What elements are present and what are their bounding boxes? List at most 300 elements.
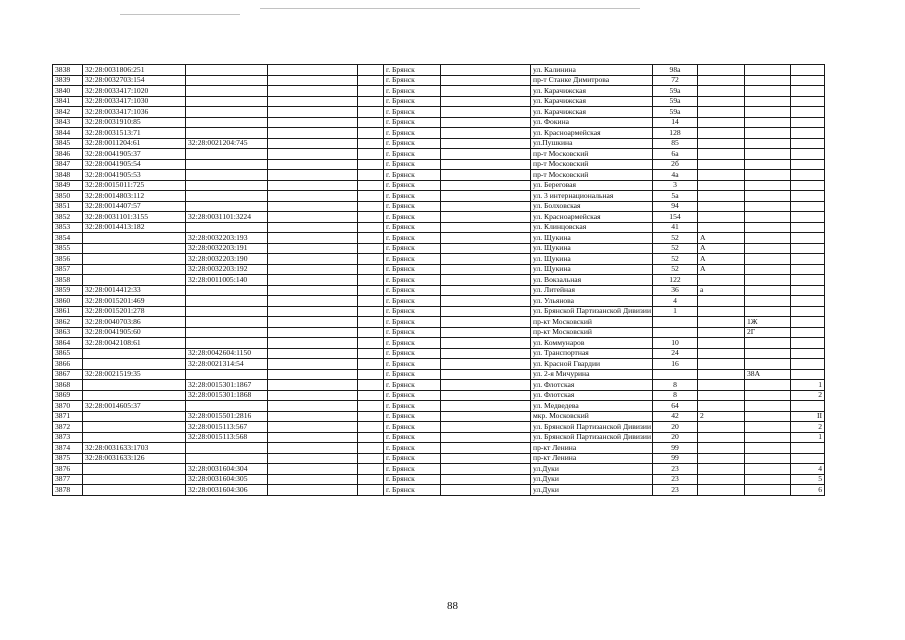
cell-empty [441, 117, 531, 128]
cell-cadastral-number-1: 32:28:0031633:126 [83, 453, 186, 464]
cell-house-number: 1 [653, 306, 698, 317]
cell-cadastral-number-1 [83, 422, 186, 433]
cell-building [745, 212, 791, 223]
cell-cadastral-number-2: 32:28:0011005:140 [186, 275, 268, 286]
cell-building [745, 86, 791, 97]
table-row [53, 317, 825, 328]
cell-apartment [791, 65, 825, 76]
table-row [53, 285, 825, 296]
cell-empty [358, 243, 384, 254]
cell-building [745, 464, 791, 475]
cell-apartment [791, 86, 825, 97]
cell-house-number: 64 [653, 401, 698, 412]
table-row [53, 149, 825, 160]
cell-apartment: 4 [791, 464, 825, 475]
cell-house-number: 24 [653, 348, 698, 359]
cell-cadastral-number-1 [83, 464, 186, 475]
cell-cadastral-number-2 [186, 128, 268, 139]
cell-city: г. Брянск [384, 317, 441, 328]
cell-city: г. Брянск [384, 275, 441, 286]
cell-empty [358, 117, 384, 128]
cell-cadastral-number-1: 32:28:0014412:33 [83, 285, 186, 296]
cell-house-number: 6а [653, 149, 698, 160]
cell-building [745, 411, 791, 422]
cell-house-number: 3 [653, 180, 698, 191]
cell-city: г. Брянск [384, 65, 441, 76]
cell-row-number: 3868 [53, 380, 83, 391]
cell-cadastral-number-1 [83, 233, 186, 244]
cell-empty [441, 65, 531, 76]
cell-building-letter [698, 65, 745, 76]
cell-empty [441, 254, 531, 265]
cell-empty [358, 212, 384, 223]
cell-building-letter [698, 369, 745, 380]
cell-city: г. Брянск [384, 359, 441, 370]
cell-empty [268, 348, 358, 359]
cell-street: ул. Карачижская [531, 107, 653, 118]
cell-empty [358, 338, 384, 349]
cell-city: г. Брянск [384, 149, 441, 160]
cell-cadastral-number-1: 32:28:0014605:37 [83, 401, 186, 412]
cell-building-letter [698, 107, 745, 118]
cell-apartment [791, 149, 825, 160]
cell-empty [268, 296, 358, 307]
cell-building-letter [698, 401, 745, 412]
cell-building-letter [698, 317, 745, 328]
cell-row-number: 3863 [53, 327, 83, 338]
cell-cadastral-number-1: 32:28:0015201:469 [83, 296, 186, 307]
cell-building-letter [698, 306, 745, 317]
cell-apartment: 1 [791, 380, 825, 391]
cell-empty [441, 327, 531, 338]
cell-building [745, 306, 791, 317]
cell-street: ул. Брянской Партизанской Дивизии [531, 432, 653, 443]
cell-empty [268, 149, 358, 160]
cell-building-letter [698, 422, 745, 433]
cell-street: ул. Брянской Партизанской Дивизии [531, 306, 653, 317]
cell-cadastral-number-1 [83, 432, 186, 443]
cell-empty [358, 453, 384, 464]
cell-cadastral-number-2 [186, 443, 268, 454]
cell-cadastral-number-1: 32:28:0011204:61 [83, 138, 186, 149]
cell-cadastral-number-2 [186, 222, 268, 233]
cell-row-number: 3876 [53, 464, 83, 475]
cell-cadastral-number-1 [83, 254, 186, 265]
table-row [53, 86, 825, 97]
cell-empty [358, 317, 384, 328]
cell-city: г. Брянск [384, 117, 441, 128]
cell-street: ул. 3 интернациональная [531, 191, 653, 202]
cell-empty [268, 464, 358, 475]
cell-empty [268, 107, 358, 118]
cell-row-number: 3870 [53, 401, 83, 412]
cell-empty [358, 275, 384, 286]
cell-empty [268, 86, 358, 97]
cell-empty [268, 128, 358, 139]
cell-cadastral-number-2: 32:28:0015301:1867 [186, 380, 268, 391]
cell-street: ул. Болховская [531, 201, 653, 212]
cell-street: ул. Береговая [531, 180, 653, 191]
cell-house-number: 98а [653, 65, 698, 76]
cell-building-letter [698, 390, 745, 401]
cell-city: г. Брянск [384, 411, 441, 422]
cell-street: ул. Коммунаров [531, 338, 653, 349]
cell-apartment [791, 275, 825, 286]
cell-building [745, 75, 791, 86]
cell-city: г. Брянск [384, 75, 441, 86]
cell-apartment [791, 75, 825, 86]
cell-building-letter: А [698, 254, 745, 265]
cell-apartment: 2 [791, 390, 825, 401]
cell-empty [268, 401, 358, 412]
cell-building-letter [698, 443, 745, 454]
cell-street: пр-т Московский [531, 159, 653, 170]
cell-empty [268, 411, 358, 422]
cell-empty [441, 432, 531, 443]
cell-apartment [791, 317, 825, 328]
cell-city: г. Брянск [384, 327, 441, 338]
cell-empty [441, 180, 531, 191]
cell-empty [358, 222, 384, 233]
cell-row-number: 3851 [53, 201, 83, 212]
cell-building-letter [698, 296, 745, 307]
cell-apartment [791, 285, 825, 296]
cell-building-letter [698, 149, 745, 160]
cell-house-number: 10 [653, 338, 698, 349]
cell-cadastral-number-2: 32:28:0032203:192 [186, 264, 268, 275]
cell-empty [441, 380, 531, 391]
cell-apartment [791, 170, 825, 181]
cell-building-letter [698, 327, 745, 338]
cell-street: ул. Щукина [531, 264, 653, 275]
cell-building [745, 453, 791, 464]
cell-row-number: 3844 [53, 128, 83, 139]
cell-empty [441, 201, 531, 212]
cell-city: г. Брянск [384, 390, 441, 401]
cell-row-number: 3872 [53, 422, 83, 433]
cell-building [745, 107, 791, 118]
cell-apartment [791, 191, 825, 202]
cell-empty [441, 422, 531, 433]
table-row [53, 359, 825, 370]
cell-building [745, 254, 791, 265]
cell-cadastral-number-1: 32:28:0031633:1703 [83, 443, 186, 454]
cell-house-number: 59а [653, 86, 698, 97]
cell-row-number: 3864 [53, 338, 83, 349]
cell-city: г. Брянск [384, 432, 441, 443]
cell-street: ул. Фокина [531, 117, 653, 128]
cell-row-number: 3853 [53, 222, 83, 233]
cell-row-number: 3866 [53, 359, 83, 370]
cell-house-number [653, 317, 698, 328]
cell-city: г. Брянск [384, 180, 441, 191]
cell-building-letter [698, 485, 745, 496]
cell-apartment [791, 254, 825, 265]
cell-city: г. Брянск [384, 159, 441, 170]
cell-apartment [791, 159, 825, 170]
table-row [53, 65, 825, 76]
cell-apartment: 5 [791, 474, 825, 485]
cell-empty [268, 443, 358, 454]
cell-cadastral-number-1: 32:28:0033417:1030 [83, 96, 186, 107]
cell-empty [358, 180, 384, 191]
cell-street: пр-кт Московский [531, 317, 653, 328]
cell-cadastral-number-2: 32:28:0031604:305 [186, 474, 268, 485]
cell-row-number: 3846 [53, 149, 83, 160]
cell-empty [441, 285, 531, 296]
table-row [53, 464, 825, 475]
cell-empty [358, 75, 384, 86]
cell-building [745, 296, 791, 307]
cell-empty [358, 443, 384, 454]
cell-apartment [791, 138, 825, 149]
cell-cadastral-number-2 [186, 96, 268, 107]
cell-building-letter [698, 474, 745, 485]
cell-city: г. Брянск [384, 453, 441, 464]
cell-cadastral-number-1: 32:28:0033417:1036 [83, 107, 186, 118]
cell-city: г. Брянск [384, 264, 441, 275]
cell-house-number: 85 [653, 138, 698, 149]
cell-row-number: 3849 [53, 180, 83, 191]
cell-house-number: 36 [653, 285, 698, 296]
cell-street: ул. 2-я Мичурина [531, 369, 653, 380]
cell-cadastral-number-1: 32:28:0015011:725 [83, 180, 186, 191]
cell-cadastral-number-1: 32:28:0041905:53 [83, 170, 186, 181]
cell-empty [268, 233, 358, 244]
cell-apartment [791, 233, 825, 244]
cell-empty [268, 191, 358, 202]
cell-building [745, 96, 791, 107]
cell-apartment [791, 212, 825, 223]
cell-apartment [791, 453, 825, 464]
cell-building-letter [698, 117, 745, 128]
table-row [53, 107, 825, 118]
cell-empty [358, 86, 384, 97]
table-row [53, 264, 825, 275]
cell-house-number: 16 [653, 359, 698, 370]
cell-street: ул. Флотская [531, 390, 653, 401]
cell-row-number: 3845 [53, 138, 83, 149]
cell-house-number: 23 [653, 485, 698, 496]
cell-city: г. Брянск [384, 464, 441, 475]
cell-house-number: 59а [653, 96, 698, 107]
cell-empty [358, 138, 384, 149]
cell-cadastral-number-2 [186, 65, 268, 76]
cell-house-number: 52 [653, 233, 698, 244]
cell-building-letter [698, 86, 745, 97]
cell-empty [358, 201, 384, 212]
cell-row-number: 3840 [53, 86, 83, 97]
cell-building [745, 128, 791, 139]
cell-empty [441, 75, 531, 86]
cell-empty [441, 443, 531, 454]
cell-house-number: 94 [653, 201, 698, 212]
cell-building [745, 432, 791, 443]
cell-city: г. Брянск [384, 96, 441, 107]
cell-building [745, 180, 791, 191]
cell-empty [441, 275, 531, 286]
cell-empty [268, 317, 358, 328]
table-row [53, 327, 825, 338]
cell-cadastral-number-1: 32:28:0014413:182 [83, 222, 186, 233]
cell-cadastral-number-1: 32:28:0040703:86 [83, 317, 186, 328]
cell-cadastral-number-2 [186, 170, 268, 181]
cell-empty [358, 348, 384, 359]
cell-city: г. Брянск [384, 138, 441, 149]
table-row [53, 401, 825, 412]
cell-street: ул. Вокзальная [531, 275, 653, 286]
cell-empty [441, 138, 531, 149]
cell-empty [358, 369, 384, 380]
cell-empty [441, 149, 531, 160]
cell-building-letter [698, 380, 745, 391]
cell-house-number: 52 [653, 243, 698, 254]
cell-cadastral-number-2 [186, 75, 268, 86]
cell-city: г. Брянск [384, 285, 441, 296]
cell-empty [268, 180, 358, 191]
cell-cadastral-number-1: 32:28:0041905:37 [83, 149, 186, 160]
table-row [53, 453, 825, 464]
cell-empty [441, 191, 531, 202]
cell-cadastral-number-1: 32:28:0041905:60 [83, 327, 186, 338]
table-row [53, 411, 825, 422]
cell-building [745, 275, 791, 286]
cell-empty [358, 296, 384, 307]
cell-apartment [791, 107, 825, 118]
cell-house-number: 8 [653, 390, 698, 401]
address-register-table [52, 64, 825, 496]
cell-row-number: 3878 [53, 485, 83, 496]
cell-empty [358, 464, 384, 475]
cell-cadastral-number-2: 32:28:0032203:193 [186, 233, 268, 244]
cell-city: г. Брянск [384, 474, 441, 485]
cell-city: г. Брянск [384, 222, 441, 233]
cell-building [745, 264, 791, 275]
cell-street: ул. Щукина [531, 243, 653, 254]
cell-empty [358, 159, 384, 170]
table-row [53, 485, 825, 496]
table-row [53, 96, 825, 107]
cell-street: пр-кт Ленина [531, 453, 653, 464]
cell-building [745, 201, 791, 212]
cell-street: ул.Пушкина [531, 138, 653, 149]
cell-empty [268, 243, 358, 254]
cell-empty [268, 390, 358, 401]
cell-cadastral-number-2 [186, 338, 268, 349]
cell-cadastral-number-2 [186, 453, 268, 464]
table-row [53, 75, 825, 86]
cell-cadastral-number-1: 32:28:0021519:35 [83, 369, 186, 380]
table-row [53, 422, 825, 433]
cell-cadastral-number-1 [83, 485, 186, 496]
cell-cadastral-number-2 [186, 180, 268, 191]
cell-street: ул. Красноармейская [531, 128, 653, 139]
cell-house-number: 52 [653, 254, 698, 265]
cell-cadastral-number-2 [186, 191, 268, 202]
cell-apartment: 1 [791, 432, 825, 443]
cell-apartment [791, 338, 825, 349]
cell-row-number: 3873 [53, 432, 83, 443]
cell-cadastral-number-1 [83, 243, 186, 254]
cell-apartment: II [791, 411, 825, 422]
cell-empty [268, 138, 358, 149]
table-row [53, 212, 825, 223]
table-row [53, 201, 825, 212]
cell-building-letter [698, 191, 745, 202]
cell-building [745, 390, 791, 401]
table-row [53, 390, 825, 401]
cell-empty [441, 233, 531, 244]
cell-building [745, 401, 791, 412]
cell-building-letter [698, 138, 745, 149]
cell-empty [358, 191, 384, 202]
table-row [53, 233, 825, 244]
cell-cadastral-number-2 [186, 107, 268, 118]
cell-house-number: 72 [653, 75, 698, 86]
cell-cadastral-number-1 [83, 275, 186, 286]
cell-building-letter [698, 159, 745, 170]
cell-row-number: 3860 [53, 296, 83, 307]
cell-building: 38А [745, 369, 791, 380]
cell-cadastral-number-2 [186, 296, 268, 307]
cell-building [745, 338, 791, 349]
cell-city: г. Брянск [384, 86, 441, 97]
cell-house-number: 99 [653, 453, 698, 464]
table-row [53, 348, 825, 359]
cell-row-number: 3869 [53, 390, 83, 401]
cell-house-number: 20 [653, 422, 698, 433]
cell-building [745, 380, 791, 391]
cell-street: ул. Щукина [531, 233, 653, 244]
cell-empty [441, 453, 531, 464]
cell-empty [268, 159, 358, 170]
table-row [53, 275, 825, 286]
cell-empty [441, 296, 531, 307]
table-row [53, 117, 825, 128]
cell-row-number: 3867 [53, 369, 83, 380]
cell-empty [268, 65, 358, 76]
cell-empty [358, 149, 384, 160]
cell-empty [441, 222, 531, 233]
cell-street: ул. Брянской Партизанской Дивизии [531, 422, 653, 433]
cell-building [745, 170, 791, 181]
cell-city: г. Брянск [384, 107, 441, 118]
cell-house-number: 4 [653, 296, 698, 307]
cell-cadastral-number-2: 32:28:0021204:745 [186, 138, 268, 149]
cell-cadastral-number-2: 32:28:0032203:191 [186, 243, 268, 254]
cell-empty [358, 327, 384, 338]
table-row [53, 338, 825, 349]
cell-apartment [791, 306, 825, 317]
cell-empty [441, 107, 531, 118]
table-row [53, 191, 825, 202]
cell-building-letter [698, 432, 745, 443]
cell-house-number: 59а [653, 107, 698, 118]
cell-building-letter [698, 128, 745, 139]
cell-empty [268, 359, 358, 370]
cell-city: г. Брянск [384, 306, 441, 317]
cell-apartment: 2 [791, 422, 825, 433]
table-row [53, 254, 825, 265]
cell-building-letter [698, 212, 745, 223]
cell-building [745, 443, 791, 454]
cell-empty [358, 107, 384, 118]
cell-building-letter: А [698, 243, 745, 254]
cell-building [745, 138, 791, 149]
cell-building-letter [698, 348, 745, 359]
cell-building-letter [698, 222, 745, 233]
cell-street: мкр. Московский [531, 411, 653, 422]
